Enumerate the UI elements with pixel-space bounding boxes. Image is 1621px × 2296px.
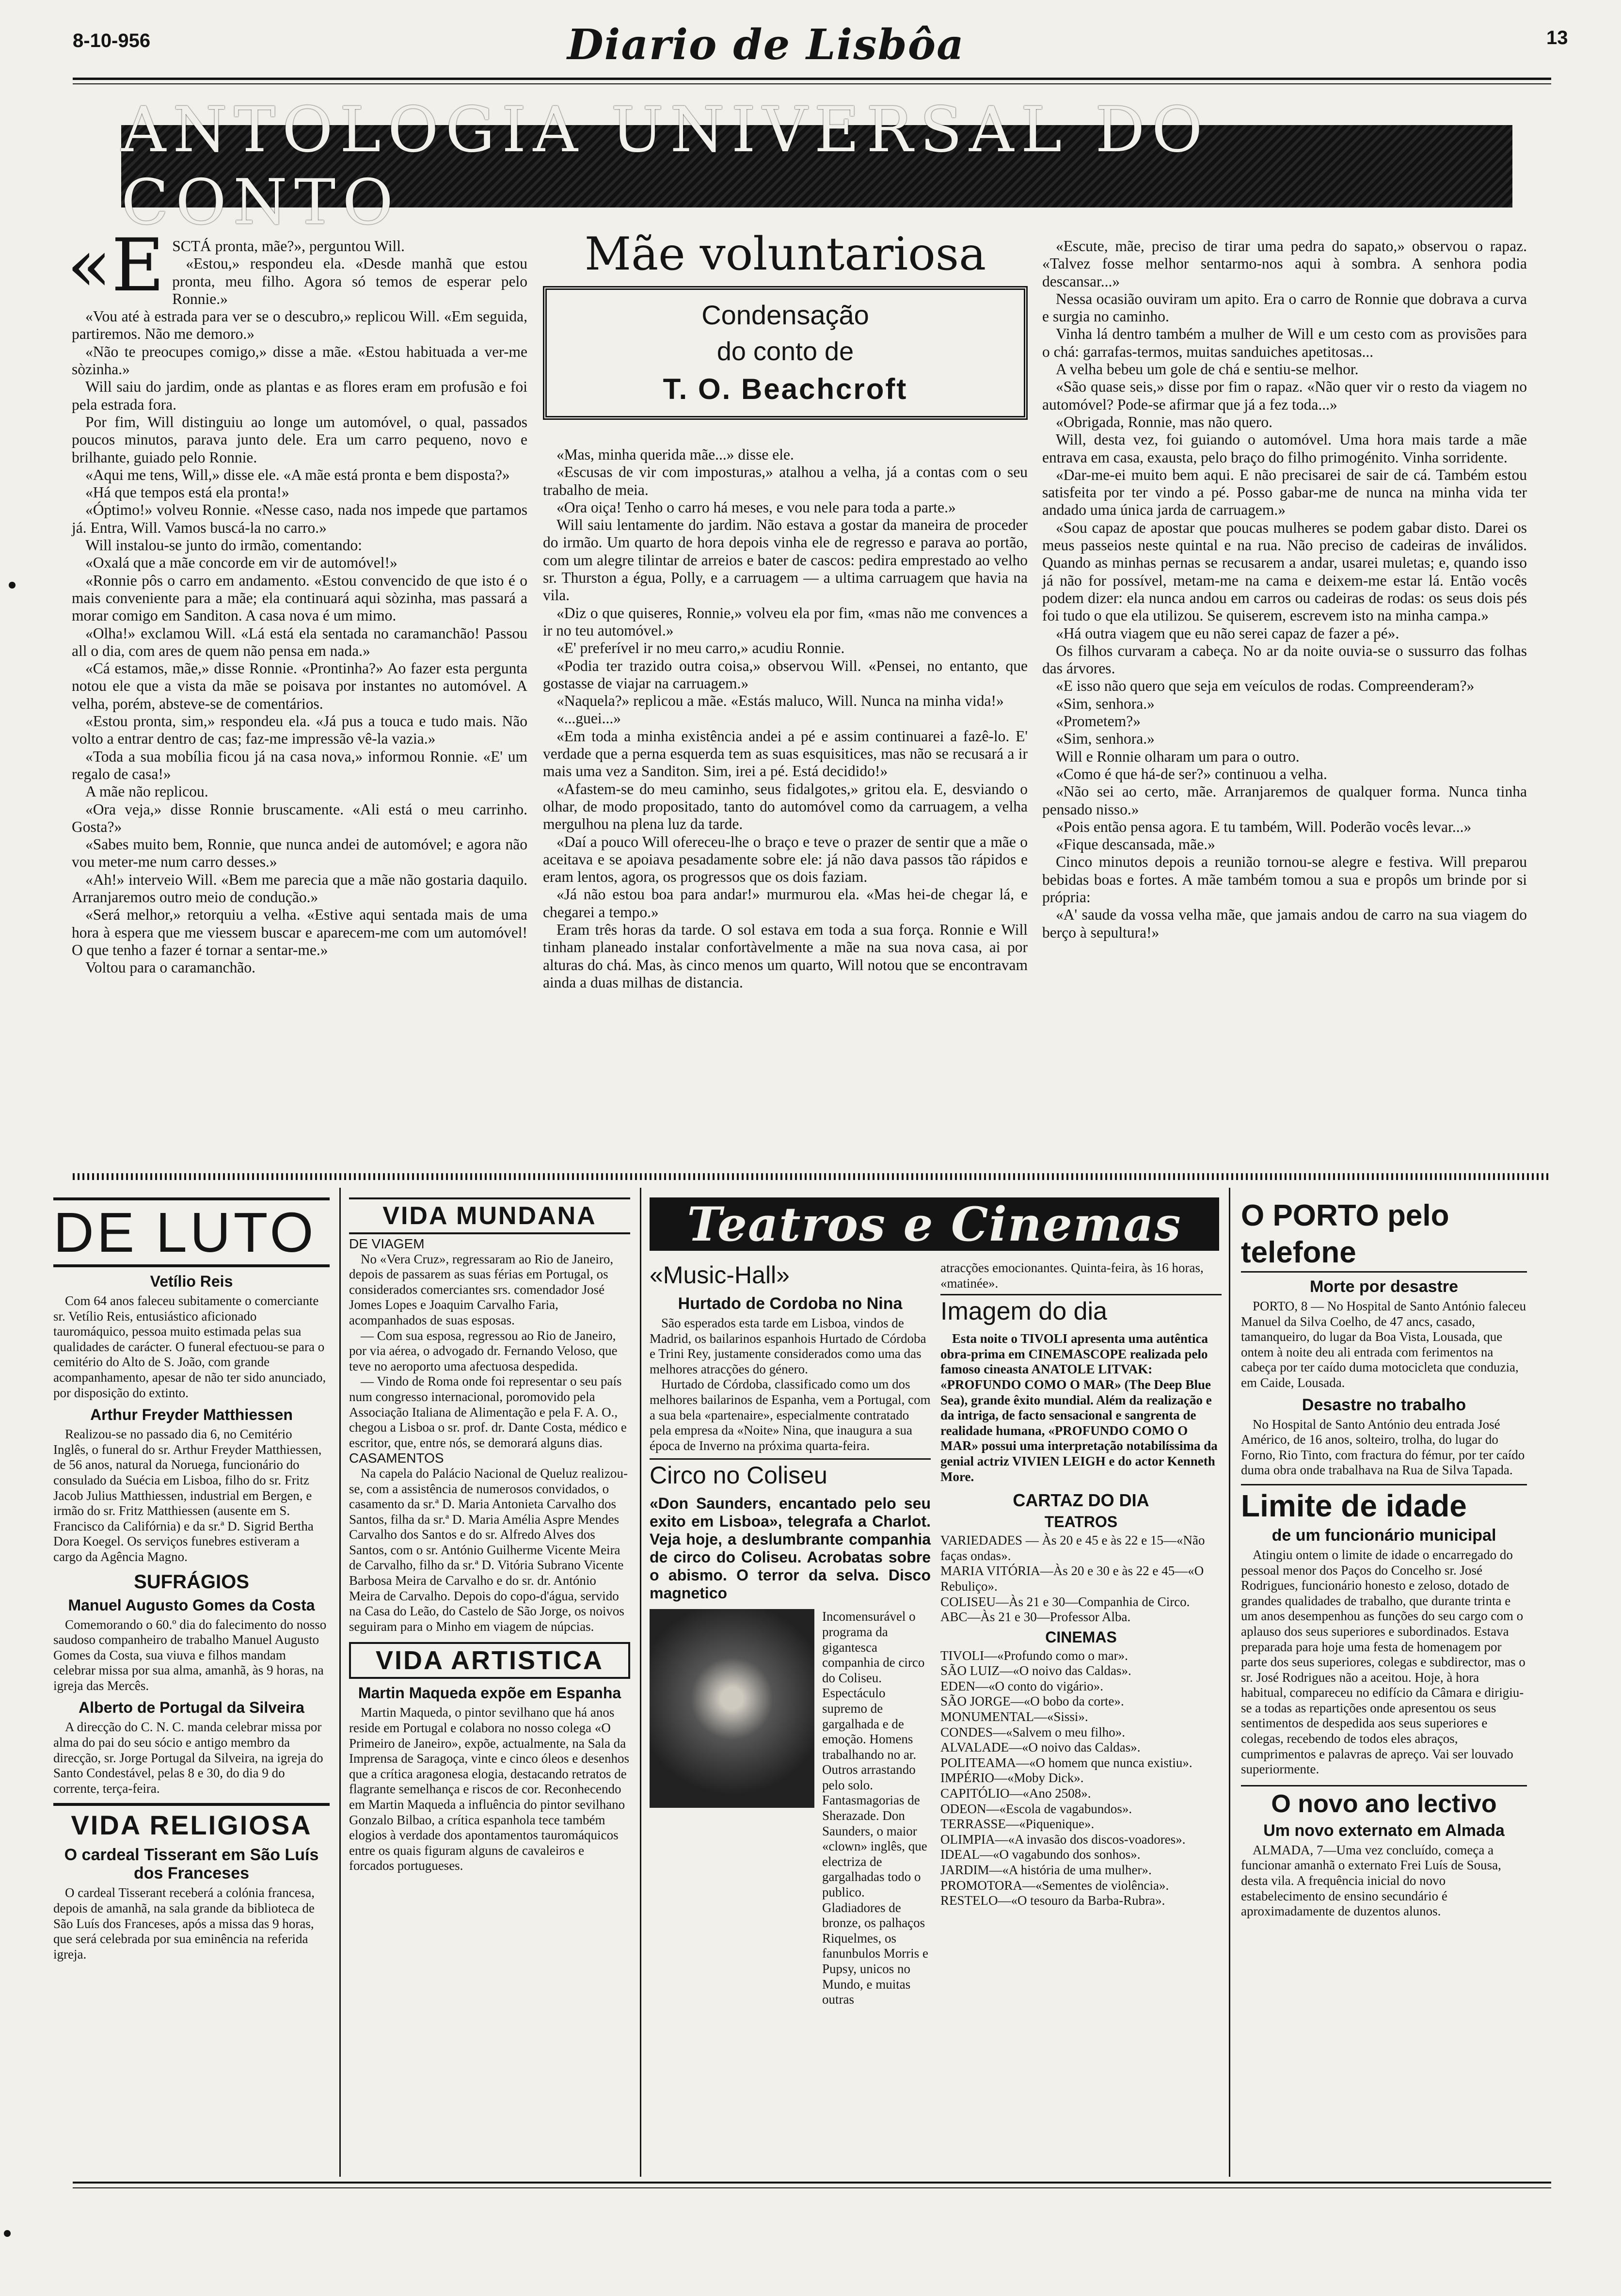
music-hall-heading: «Music-Hall» bbox=[650, 1261, 790, 1289]
banner-title: ANTOLOGIA UNIVERSAL DO CONTO bbox=[121, 94, 1209, 239]
listing-item: TERRASSE—«Piquenique». bbox=[940, 1817, 1095, 1832]
of-story-label: do conto de bbox=[716, 337, 854, 366]
cartaz-teatros: TEATROS bbox=[1044, 1513, 1118, 1531]
lectivo-subtitle: Um novo externato em Almada bbox=[1263, 1821, 1505, 1840]
music-hall-text: Hurtado de Córdoba, classificado como um dos melhores bailarinos de Espanha, vem a Portugal, com a sua bela «partenaire», especialmente contratado pela empresa da «Noite» Nina, que inaugura a sua época de Inverno na próxima quarta-feira. bbox=[650, 1377, 931, 1453]
story-paragraph: «Há que tempos está ela pronta!» bbox=[85, 484, 289, 501]
listing-item: ODEON—«Escola de vagabundos». bbox=[940, 1801, 1132, 1816]
music-hall-text: São esperados esta tarde em Lisboa, vindos de Madrid, os bailarinos espanhois Hurtado de Córdoba e Trini Rey, justamente considerados como uma das melhores atracções do género. bbox=[650, 1316, 926, 1376]
listing-item: MARIA VITÓRIA—Às 20 e 30 e às 22 e 45—«O Rebuliço». bbox=[940, 1563, 1204, 1594]
circo-lead: «Don Saunders, encantado pelo seu exito em Lisboa», telegrafa a Charlot. Veja hoje, a deslumbrante companhia de circo do Coliseu. Acrobatas sobre o abismo. O terror da selva. Disco magnetico bbox=[650, 1495, 931, 1602]
story-paragraph: «Podia ter trazido outra coisa,» observou Will. «Pensei, no entanto, que gostasse de viajar na carruagem.» bbox=[543, 657, 1028, 692]
cartaz-cinemas: CINEMAS bbox=[1045, 1628, 1117, 1646]
story-paragraph: «Daí a pouco Will ofereceu-lhe o braço e teve o prazer de sentir que a mãe o aceitava e se apoiava pesadamente sobre ele: já não dava passos tão rápidos e eram lentos, agora, os progressos que os dois faziam. bbox=[543, 833, 1028, 886]
listing-item: TIVOLI—«Profundo como o mar». bbox=[940, 1648, 1128, 1663]
limite-title: Limite de idade bbox=[1241, 1484, 1527, 1526]
binding-hole-mark bbox=[9, 582, 16, 589]
cartaz-title: CARTAZ DO DIA bbox=[1013, 1490, 1149, 1511]
obituary-text: Realizou-se no passado dia 6, no Cemitério Inglês, o funeral do sr. Arthur Freyder Matthiessen, de 56 anos, natural da Noruega, funcionário do consulado da Suécia em Lisboa, filho do sr. Fritz Jacob Julius Matthiessen, industrial em Bergen, e irmão do sr. Fritz Matthiessen (ausente em S. Francisco da Califórnia) e da sr.ª D. Sigrid Bertha Dora Koegel. Os serviços funebres estiveram a cargo da Agência Magno. bbox=[53, 1427, 322, 1564]
story-paragraph: «Dar-me-ei muito bem aqui. E não precisarei de sair de cá. Também estou satisfeita por ter vindo a pé. Posso gabar-me de nunca na minha vida ter andado uma única jarda de carruagem.» bbox=[1042, 466, 1527, 519]
listing-item: SÃO LUIZ—«O noivo das Caldas». bbox=[940, 1663, 1131, 1678]
mundana-text: No «Vera Cruz», regressaram ao Rio de Janeiro, depois de passarem as suas férias em Portugal, os considerados comerciantes srs. comendador José Jomes Lopes e Joaquim Carvalho Faria, acompanhados de suas esposas. bbox=[349, 1251, 614, 1327]
header-rule-thin bbox=[73, 83, 1551, 84]
story-paragraph: «E isso não quero que seja em veículos de rodas. Compreenderam?» bbox=[1056, 677, 1475, 695]
story-column-1 bbox=[67, 223, 527, 976]
story-paragraph: A velha bebeu um gole de chá e sentiu-se melhor. bbox=[1056, 361, 1359, 378]
page-number: 13 bbox=[1546, 27, 1568, 48]
story-paragraph: «Estou pronta, sim,» respondeu ela. «Já pus a touca e tudo mais. Não volto a entrar dentro de cas; faz-me impressão vê-la vazia.» bbox=[72, 713, 527, 748]
section-divider bbox=[73, 1173, 1551, 1180]
listing-item: EDEN—«O conto do vigário». bbox=[940, 1678, 1103, 1693]
listing-item: PROMOTORA—«Sementes de violência». bbox=[940, 1878, 1169, 1893]
story-paragraph: Will saiu lentamente do jardim. Não estava a gostar da maneira de proceder do irmão. Um quarto de hora depois vinha ele de regresso e parava ao portão, com um alegre tilintar de arreios e bater de cascos: pedira emprestado ao velho sr. Thurston a égua, Polly, e a carruagem — a ultima carruagem que havia na vila. bbox=[543, 516, 1028, 604]
story-paragraph: «Toda a sua mobília ficou já na casa nova,» informou Ronnie. «E' um regalo de casa!» bbox=[72, 748, 527, 782]
listing-item: ABC—Às 21 e 30—Professor Alba. bbox=[940, 1610, 1131, 1625]
story-paragraph: «Sabes muito bem, Ronnie, que nunca andei de automóvel; e agora não vou meter-me num carro desses.» bbox=[72, 836, 527, 871]
listing-item: CAPITÓLIO—«Ano 2508». bbox=[940, 1786, 1091, 1801]
religiosa-title: VIDA RELIGIOSA bbox=[71, 1810, 312, 1841]
story-paragraph: «Ronnie pôs o carro em andamento. «Estou convencido de que isto é o mais conveniente para a mãe; ela continuará aqui sòzinha, mas passará a morar comigo em Sanditon. A casa nova é um mimo. bbox=[72, 572, 527, 624]
story-paragraph: Vinha lá dentro também a mulher de Will e um cesto com as provisões para o chá: garrafas-termos, muitas sanduiches apetitosas... bbox=[1042, 325, 1527, 360]
porto-item-text: PORTO, 8 — No Hospital de Santo António faleceu Manuel da Silva Coelho, de 47 ancs, casado, tamanqueiro, do lugar da Boa Vista, Lousada, que ontem à noite deu ali entrada com ferimentos na cabeça por ter caído duma motocicleta que conduzia, em Caide, Lousada. bbox=[1241, 1299, 1526, 1390]
imagem-text: Esta noite o TIVOLI apresenta uma autêntica obra-prima em CINEMASCOPE realizada pelo famoso cineasta ANATOLE LITVAK: «PROFUNDO COMO O MAR» (The Deep Blue Sea), grande êxito mundial. Além da realização e da intriga, de facto sensacional e sangrenta de realidade humana, «PROFUNDO COMO O MAR» possui uma interpretação notabilíssima da genial actriz VIVIEN LEIGH e do actor Kenneth More. bbox=[940, 1331, 1218, 1484]
story-title-block bbox=[543, 228, 1028, 420]
story-paragraph: Nessa ocasião ouviram um apito. Era o carro de Ronnie que dobrava a curva e surgia no caminho. bbox=[1042, 290, 1527, 325]
artistica-subtitle: Martin Maqueda expõe em Espanha bbox=[358, 1684, 621, 1702]
imagem-heading: Imagem do dia bbox=[940, 1294, 1222, 1327]
story-paragraph: Eram três horas da tarde. O sol estava em toda a sua força. Ronnie e Will tinham planeado instalar confortàvelmente a mãe na sua nova casa, ai por alturas do chá. Mas, às cinco menos um quarto, Will notou que se encontravam ainda a duas milhas de distancia. bbox=[543, 921, 1028, 991]
porto-section bbox=[1241, 1197, 1527, 1919]
column-rule bbox=[640, 1188, 641, 2177]
story-paragraph: «Há outra viagem que eu não serei capaz de fazer a pé». bbox=[1056, 624, 1399, 642]
mundana-text: Na capela do Palácio Nacional de Queluz realizou-se, com a assistência de numerosos convidados, o casamento da sr.ª D. Maria Antonieta Carvalho dos Santos, filha da sr.ª D. Maria Amélia Aspre Mendes Carvalho dos Santos e do sr. Alfredo Alves dos Santos, com o sr. António Guilherme Vicente Meira de Carvalho, filho da sr.ª D. Vitória Subrano Vicente Barbosa Meira de Carvalho e do sr. dr. António Meira de Carvalho. Depois do copo-d'água, servido na Casa do Leão, do Castelo de São Jorge, os noivos seguiram para o Minho em viagem de núpcias. bbox=[349, 1466, 628, 1634]
masthead: Diario de Lisbôa bbox=[567, 20, 965, 69]
story-paragraph: «Ah!» interveio Will. «Bem me parecia que a mãe não gostaria daquilo. Arranjaremos outro meio de condução.» bbox=[72, 871, 527, 906]
column-rule bbox=[1229, 1188, 1230, 2177]
story-paragraph: «Prometem?» bbox=[1056, 713, 1141, 730]
anthology-banner bbox=[121, 94, 1512, 239]
teatros-left-column bbox=[650, 1260, 931, 2007]
obituary-name: Vetílio Reis bbox=[150, 1273, 233, 1290]
luto-section bbox=[53, 1197, 330, 1962]
story-paragraph: «Como é que há-de ser?» continuou a velha. bbox=[1056, 765, 1327, 782]
story-paragraph: Voltou para o caramanchão. bbox=[85, 959, 256, 976]
story-paragraph: «Sou capaz de apostar que poucas mulheres se podem gabar disto. Darei os meus passeios neste quintal e na rua. Não preciso de cadeiras de inválidos. Quando as minhas pernas se recusarem a andar, usarei muletas; e, quando isso já não for possível, metam-me na cama e deixem-me estar lá. Então vocês podem dizer: ela nunca andou em carros ou cadeiras de rodas: os seus dois pés foi tudo o que ela utilizou. Se quiserem, escrevem isto na minha campa.» bbox=[1042, 519, 1527, 624]
story-paragraph: «Óptimo!» volveu Ronnie. «Nesse caso, nada nos impede que partamos já. Entra, Will. Vamos buscá-la no carro.» bbox=[72, 501, 527, 536]
mundana-title: VIDA MUNDANA bbox=[382, 1202, 597, 1230]
story-paragraph: «Em toda a minha existência andei a pé e assim continuarei a fazê-lo. E' verdade que a perna esquerda tem as suas esquisitices, mas não se recusará a ir mais uma vez a Sanditon. Sim, irei a pé. Está decidido!» bbox=[543, 727, 1028, 780]
sufragio-text: A direcção do C. N. C. manda celebrar missa por alma do pai do seu sócio e antigo membro da direcção, sr. Jorge Portugal da Silveira, na igreja do Santo Condestável, pelas 8 e 30, do dia 9 do corrente, terça-feira. bbox=[53, 1720, 323, 1796]
teatros-right-column bbox=[940, 1260, 1222, 1909]
story-paragraph: SCTÁ pronta, mãe?», perguntou Will. bbox=[172, 238, 405, 255]
story-paragraph: «Ora veja,» disse Ronnie bruscamente. «Ali está o meu carrinho. Gosta?» bbox=[72, 800, 527, 835]
story-paragraph: «Não sei ao certo, mãe. Arranjaremos de qualquer forma. Nunca tinha pensado nisso.» bbox=[1042, 783, 1527, 818]
story-paragraph: «Sim, senhora.» bbox=[1056, 695, 1155, 712]
condensation-label: Condensação bbox=[701, 300, 869, 330]
story-paragraph: «São quase seis,» disse por fim o rapaz. «Não quer vir o resto da viagem no automóvel? Pode-se afirmar que já a fez toda...» bbox=[1042, 378, 1527, 413]
story-paragraph: Will e Ronnie olharam um para o outro. bbox=[1056, 748, 1300, 765]
obituary-text: Com 64 anos faleceu subitamente o comerciante sr. Vetílio Reis, entusiástico aficionado tauromáquico, pessoa muito estimada pelas sua qualidades de carácter. O funeral efectuou-se para o cemitério do Alto de S. João, com grande acompanhamento, apesar de não ter sido anunciado, por disposição do extinto. bbox=[53, 1293, 326, 1400]
story-paragraph: «Fique descansada, mãe.» bbox=[1056, 836, 1215, 853]
story-paragraph: «Ora oiça! Tenho o carro há meses, e vou nele para toda a parte.» bbox=[556, 498, 956, 516]
story-column-3 bbox=[1042, 238, 1527, 941]
story-paragraph: «Escute, mãe, preciso de tirar uma pedra do sapato,» observou o rapaz. «Talvez fosse melhor sentarmo-nos aqui à sombra. A senhora podia descansar...» bbox=[1042, 238, 1527, 290]
story-paragraph: Will instalou-se junto do irmão, comentando: bbox=[85, 537, 362, 554]
sufragio-name: Alberto de Portugal da Silveira bbox=[79, 1699, 304, 1717]
section-head: CASAMENTOS bbox=[349, 1451, 444, 1466]
story-paragraph: «Mas, minha querida mãe...» disse ele. bbox=[556, 446, 794, 463]
story-credit-frame bbox=[543, 286, 1028, 420]
story-paragraph: «Escusas de vir com imposturas,» atalhou a velha, já a contas com o seu trabalho de meia. bbox=[543, 463, 1028, 498]
story-column-2 bbox=[543, 446, 1028, 991]
porto-item-head: Desastre no trabalho bbox=[1302, 1395, 1466, 1414]
story-paragraph: A mãe não replicou. bbox=[85, 783, 208, 800]
story-author: T. O. Beachcroft bbox=[663, 373, 908, 405]
luto-title: DE LUTO bbox=[53, 1201, 317, 1264]
story-paragraph: «Vou até à estrada para ver se o descubro,» replicou Will. «Em seguida, partiremos. Não me demoro.» bbox=[72, 308, 527, 343]
listing-item: JARDIM—«A história de uma mulher». bbox=[940, 1863, 1152, 1877]
binding-hole-mark bbox=[4, 2230, 11, 2237]
music-hall-continuation: atracções emocionantes. Quinta-feira, às 16 horas, «matinée». bbox=[940, 1260, 1204, 1291]
limite-text: Atingiu ontem o limite de idade o encarregado do pessoal menor dos Paços do Concelho sr. José Rodrigues, funcionário honesto e zeloso, dotado de grandes qualidades de trabalho, que durante trinta e um anos desempenhou as funções do seu cargo com o aplauso dos seus superiores e subordinados. Estava preparada para hoje uma festa de homenagem por parte dos seus superiores, colegas e subdirector, mas o sr. José Rodrigues não a aceitou. Hoje, à hora habitual, compareceu no edifício da Câmara e dirigiu-se a todas as repartições onde apresentou os seus sentimentos de despedida aos seus superiores e colegas, recebendo de todos eles abraços, cumprimentos e palavras de apreço. Vai ser louvado superiormente. bbox=[1241, 1547, 1526, 1777]
story-paragraph: Will, desta vez, foi guiando o automóvel. Uma hora mais tarde a mãe entrava em casa, exausta, pelo braço do filho primogénito. Vinha sorridente. bbox=[1042, 431, 1527, 466]
teatros-title: Teatros e Cinemas bbox=[687, 1196, 1182, 1252]
listing-item: IDEAL—«O vagabundo dos sonhos». bbox=[940, 1847, 1141, 1862]
mundana-text: — Vindo de Roma onde foi representar o seu país num congresso internacional, poromovido pela Associação Italiana de Alimentação e pela F. A. O., chegou a Lisboa o sr. prof. dr. Dante Costa, médico e escritor, que, entre nós, se demorará alguns dias. bbox=[349, 1374, 627, 1450]
story-paragraph: Por fim, Will distinguiu ao longe um automóvel, o qual, passados poucos minutos, parava junto dele. Era um carro pequeno, novo e brilhante, guiado pelo Ronnie. bbox=[72, 413, 527, 466]
listing-item: MONUMENTAL—«Sissi». bbox=[940, 1709, 1088, 1724]
story-paragraph: «Afastem-se do meu caminho, seus fidalgotes,» gritou ela. E, desviando o olhar, de modo propositado, tanto do automóvel como da carruagem, a velha mergulhou na plena luz da tarde. bbox=[543, 780, 1028, 833]
listing-item: COLISEU—Às 21 e 30—Companhia de Circo. bbox=[940, 1594, 1190, 1609]
porto-item-head: Morte por desastre bbox=[1309, 1277, 1459, 1296]
story-paragraph: «Naquela?» replicou a mãe. «Estás maluco, Will. Nunca na minha vida!» bbox=[556, 692, 1004, 710]
story-paragraph: «Olha!» exclamou Will. «Lá está ela sentada no caramanchão! Passou all o dia, com ares de quem não pensa em nada.» bbox=[72, 624, 527, 659]
circo-text: Incomensurável o programa da gigantesca companhia de circo do Coliseu. Espectáculo supremo de gargalhada e de emoção. Homens trabalhando no ar. Outros arrastando pelo solo. Fantasmagorias de Sherazade. Don Saunders, o maior «clown» inglês, que electriza de gargalhadas todo o publico. Gladiadores de bronze, os palhaços Riquelmes, os fanunbulos Morris e Pupsy, unicos no Mundo, e muitas outras bbox=[822, 1609, 928, 2007]
story-paragraph: «E' preferível ir no meu carro,» acudiu Ronnie. bbox=[556, 639, 845, 657]
section-head: DE VIAGEM bbox=[349, 1236, 425, 1251]
circo-text-wrap bbox=[822, 1609, 931, 2007]
story-paragraph: «Pois então pensa agora. E tu também, Will. Poderão vocês levar...» bbox=[1056, 818, 1472, 835]
story-paragraph: «Obrigada, Ronnie, mas não quero. bbox=[1056, 413, 1273, 430]
sufragios-title: SUFRÁGIOS bbox=[134, 1571, 249, 1593]
lectivo-text: ALMADA, 7—Uma vez concluído, começa a funcionar amanhã o externato Frei Luís de Sousa, desta vila. A frequência inicial do novo estabelecimento de ensino secundário é aproximadamente de duzentos alunos. bbox=[1241, 1842, 1501, 1919]
story-paragraph: «...guei...» bbox=[556, 710, 621, 727]
religiosa-text: O cardeal Tisserant receberá a colónia francesa, depois de amanhã, na sala grande da biblioteca de São Luís dos Franceses, após a missa das 9 horas, que será celebrada por sua eminência na referida igreja. bbox=[53, 1885, 315, 1961]
religiosa-subtitle: O cardeal Tisserant em São Luís dos Franceses bbox=[64, 1846, 319, 1883]
listing-item: ALVALADE—«O noivo das Caldas». bbox=[940, 1740, 1141, 1755]
story-paragraph: «Oxalá que a mãe concorde em vir de automóvel!» bbox=[85, 554, 397, 572]
sufragio-name: Manuel Augusto Gomes da Costa bbox=[68, 1596, 315, 1614]
teatros-banner bbox=[650, 1197, 1219, 1251]
mundana-text: — Com sua esposa, regressou ao Rio de Janeiro, por via aérea, o advogado dr. Fernando Veloso, que teve no aeroporto uma afectuosa despedida. bbox=[349, 1328, 618, 1373]
story-paragraph: «A' saude da vossa velha mãe, que jamais andou de carro na sua viagem do berço à sepultura!» bbox=[1042, 906, 1527, 941]
story-title: Mãe voluntariosa bbox=[584, 228, 986, 281]
story-paragraph: «Já não estou boa para andar!» murmurou ela. «Mas hei-de chegar lá, e chegarei a tempo.» bbox=[543, 886, 1028, 921]
listing-item: RESTELO—«O tesouro da Barba-Rubra». bbox=[940, 1893, 1165, 1908]
story-paragraph: Cinco minutos depois a reunião tornou-se alegre e festiva. Will preparou bebidas boas e fortes. A mãe também tomou a sua e propôs um brinde por si própria: bbox=[1042, 853, 1527, 906]
listing-item: IMPÉRIO—«Moby Dick». bbox=[940, 1770, 1084, 1786]
drop-cap: «E bbox=[67, 223, 165, 308]
story-paragraph: «Será melhor,» retorquiu a velha. «Estive aqui sentada mais de uma hora à espera que me viessem buscar e aparecem-me com um automóvel! O que tenho a fazer é tornar a sentar-me.» bbox=[72, 906, 527, 958]
issue-date: 8-10-956 bbox=[73, 30, 151, 51]
limite-subtitle: de um funcionário municipal bbox=[1271, 1526, 1496, 1545]
story-paragraph: «Não te preocupes comigo,» disse a mãe. «Estou habituada a ver-me sòzinha.» bbox=[72, 343, 527, 378]
lectivo-title: O novo ano lectivo bbox=[1241, 1785, 1527, 1821]
mundana-section bbox=[349, 1197, 630, 1874]
sufragio-text: Comemorando o 60.º dia do falecimento do nosso saudoso companheiro de trabalho Manuel Augusto Gomes da Costa, sua viuva e filhos mandam celebrar missa por sua alma, amanhã, às 9 horas, na igreja das Mercês. bbox=[53, 1617, 327, 1693]
story-paragraph: «Aqui me tens, Will,» disse ele. «A mãe está pronta e bem disposta?» bbox=[85, 466, 510, 483]
circo-body bbox=[650, 1609, 931, 2007]
footer-rule-thin bbox=[73, 2187, 1551, 2188]
listing-item: CONDES—«Salvem o meu filho». bbox=[940, 1724, 1125, 1739]
story-paragraph: Will saiu do jardim, onde as plantas e as flores eram em profusão e foi pela estrada fora. bbox=[72, 378, 527, 413]
story-paragraph: «Cá estamos, mãe,» disse Ronnie. «Prontinha?» Ao fazer esta pergunta notou ele que a vista da mãe se poisava por instantes no automóvel. A velha, porém, absteve-se de comentários. bbox=[72, 660, 527, 712]
listing-item: POLITEAMA—«O homem que nunca existiu». bbox=[940, 1755, 1192, 1770]
header-rule bbox=[73, 78, 1551, 80]
obituary-name: Arthur Freyder Matthiessen bbox=[90, 1406, 293, 1424]
artistica-title: VIDA ARTISTICA bbox=[376, 1646, 604, 1675]
column-rule bbox=[339, 1188, 341, 2177]
story-paragraph: «Diz o que quiseres, Ronnie,» volveu ela por fim, «mas não me convences a ir no teu automóvel.» bbox=[543, 604, 1028, 639]
porto-title: O PORTO pelo telefone bbox=[1241, 1197, 1527, 1273]
music-hall-subtitle: Hurtado de Cordoba no Nina bbox=[678, 1294, 903, 1313]
story-paragraph: «Estou,» respondeu ela. «Desde manhã que estou pronta, meu filho. Agora só temos de esperar pelo Ronnie.» bbox=[172, 255, 527, 307]
circo-heading: Circo no Coliseu bbox=[650, 1458, 931, 1491]
clown-photo bbox=[650, 1609, 814, 1808]
story-paragraph: Os filhos curvaram a cabeça. No ar da noite ouvia-se o sussurro das folhas das árvores. bbox=[1042, 642, 1527, 677]
footer-rule bbox=[73, 2182, 1551, 2184]
story-paragraph: «Sim, senhora.» bbox=[1056, 730, 1155, 748]
porto-item-text: No Hospital de Santo António deu entrada José Américo, de 16 anos, solteiro, trolha, do lugar do Forno, Rio Tinto, com fractura do fémur, por ter caído duma obra onde trabalhava na Rua de Silva Tapada. bbox=[1241, 1417, 1525, 1478]
artistica-text: Martin Maqueda, o pintor sevilhano que há anos reside em Portugal e colabora no nosso colega «O Primeiro de Janeiro», expõe, actualmente, na Sala da Imprensa de Saragoça, vinte e cinco óleos e desenhos que a crítica aragonesa elogia, destacando retratos de flagrante semelhança e riscos de cor. Reconhecendo em Martin Maqueda a influência do pintor sevilhano Gonzalo Bilbao, a crítica espanhola tece também elogios à verdade dos apontamentos tauromáquicos entre os quais figuram alguns de cavaleiros e forcados portugueses. bbox=[349, 1705, 630, 1873]
listing-item: OLIMPIA—«A invasão dos discos-voadores». bbox=[940, 1832, 1186, 1847]
listing-item: VARIEDADES — Às 20 e 45 e às 22 e 15—«Não faças ondas». bbox=[940, 1533, 1205, 1563]
listing-item: SÃO JORGE—«O bobo da corte». bbox=[940, 1694, 1124, 1709]
